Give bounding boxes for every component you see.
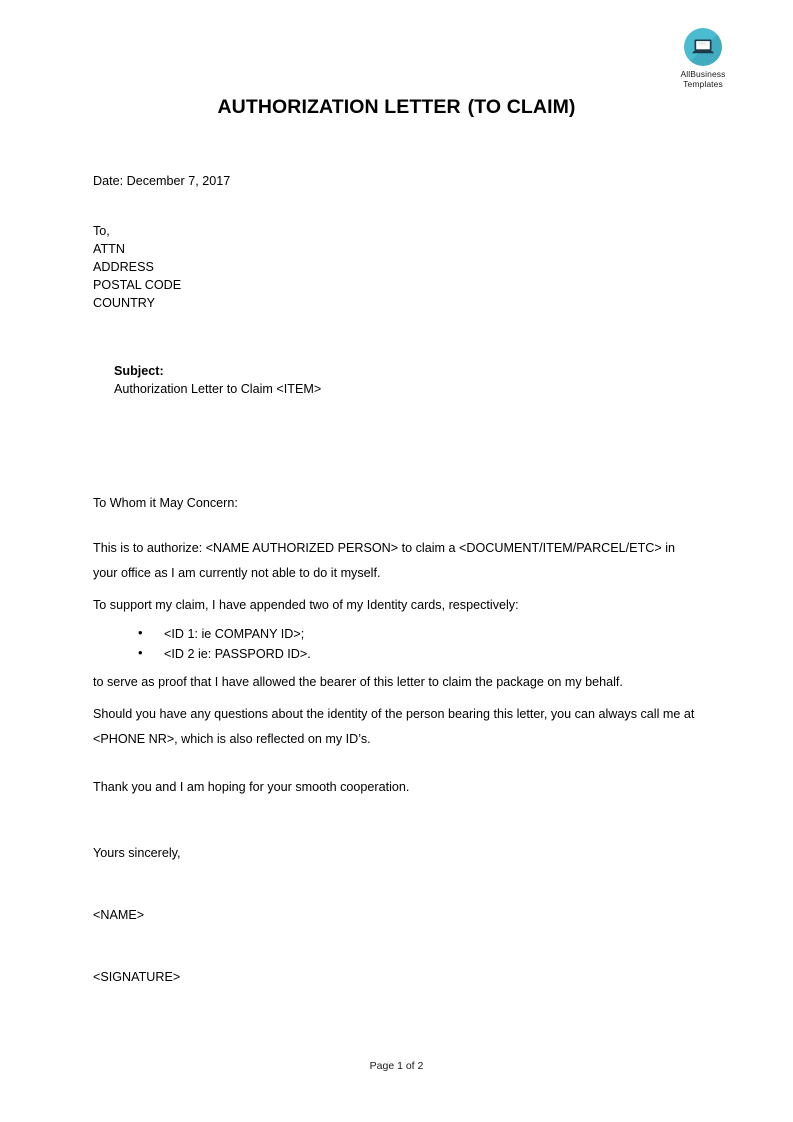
paragraph-thanks: Thank you and I am hoping for your smooth cooperation. xyxy=(93,780,410,794)
spacer xyxy=(93,512,699,536)
list-item: • <ID 1: ie COMPANY ID>; xyxy=(138,624,699,644)
letter-body xyxy=(93,172,699,986)
spacer xyxy=(93,862,699,906)
page-title-suffix: (TO CLAIM) xyxy=(467,96,576,118)
paragraph-proof: to serve as proof that I have allowed the bearer of this letter to claim the package on my behalf. xyxy=(93,674,623,689)
laptop-icon xyxy=(684,28,722,66)
subject-label: Subject: xyxy=(114,364,164,378)
closing: Yours sincerely, xyxy=(93,845,181,860)
list-item: • <ID 2 ie: PASSPORD ID>. xyxy=(138,644,699,664)
subject-text: Authorization Letter to Claim <ITEM> xyxy=(114,382,322,396)
page-title-main: AUTHORIZATION LETTER xyxy=(217,96,461,118)
recipient-line: ATTN xyxy=(93,242,125,256)
spacer xyxy=(93,751,699,775)
spacer xyxy=(93,800,699,844)
spacer xyxy=(93,924,699,968)
recipient-line: To, xyxy=(93,224,110,238)
subject-line xyxy=(93,344,699,416)
spacer xyxy=(93,312,699,344)
page-title xyxy=(0,96,793,119)
brand-name-line2: Templates xyxy=(683,79,723,89)
salutation: To Whom it May Concern: xyxy=(93,496,238,510)
recipient-line: COUNTRY xyxy=(93,296,156,310)
spacer xyxy=(93,694,699,702)
brand-logo xyxy=(661,28,745,89)
paragraph-support: To support my claim, I have appended two of my Identity cards, respectively: xyxy=(93,598,519,612)
recipient-line: ADDRESS xyxy=(93,260,154,274)
spacer xyxy=(93,190,699,222)
spacer xyxy=(93,416,699,494)
paragraph-authorize: This is to authorize: <NAME AUTHORIZED PERSON> to claim a <DOCUMENT/ITEM/PARCEL/ETC> in your office as I am currently not able to do it myself. xyxy=(93,541,676,580)
name-placeholder: <NAME> xyxy=(93,907,145,922)
recipient-line: POSTAL CODE xyxy=(93,278,182,292)
date-line: Date: December 7, 2017 xyxy=(93,174,231,188)
paragraph-questions: Should you have any questions about the identity of the person bearing this letter, you can always call me at <PHONE NR>, which is also reflected on my ID’s. xyxy=(93,707,695,746)
signature-placeholder: <SIGNATURE> xyxy=(93,969,181,984)
spacer xyxy=(93,585,699,593)
brand-name-line1: AllBusiness xyxy=(680,69,726,79)
recipient-block xyxy=(93,222,699,312)
page-footer: Page 1 of 2 xyxy=(369,1060,424,1072)
id-list xyxy=(93,624,699,664)
